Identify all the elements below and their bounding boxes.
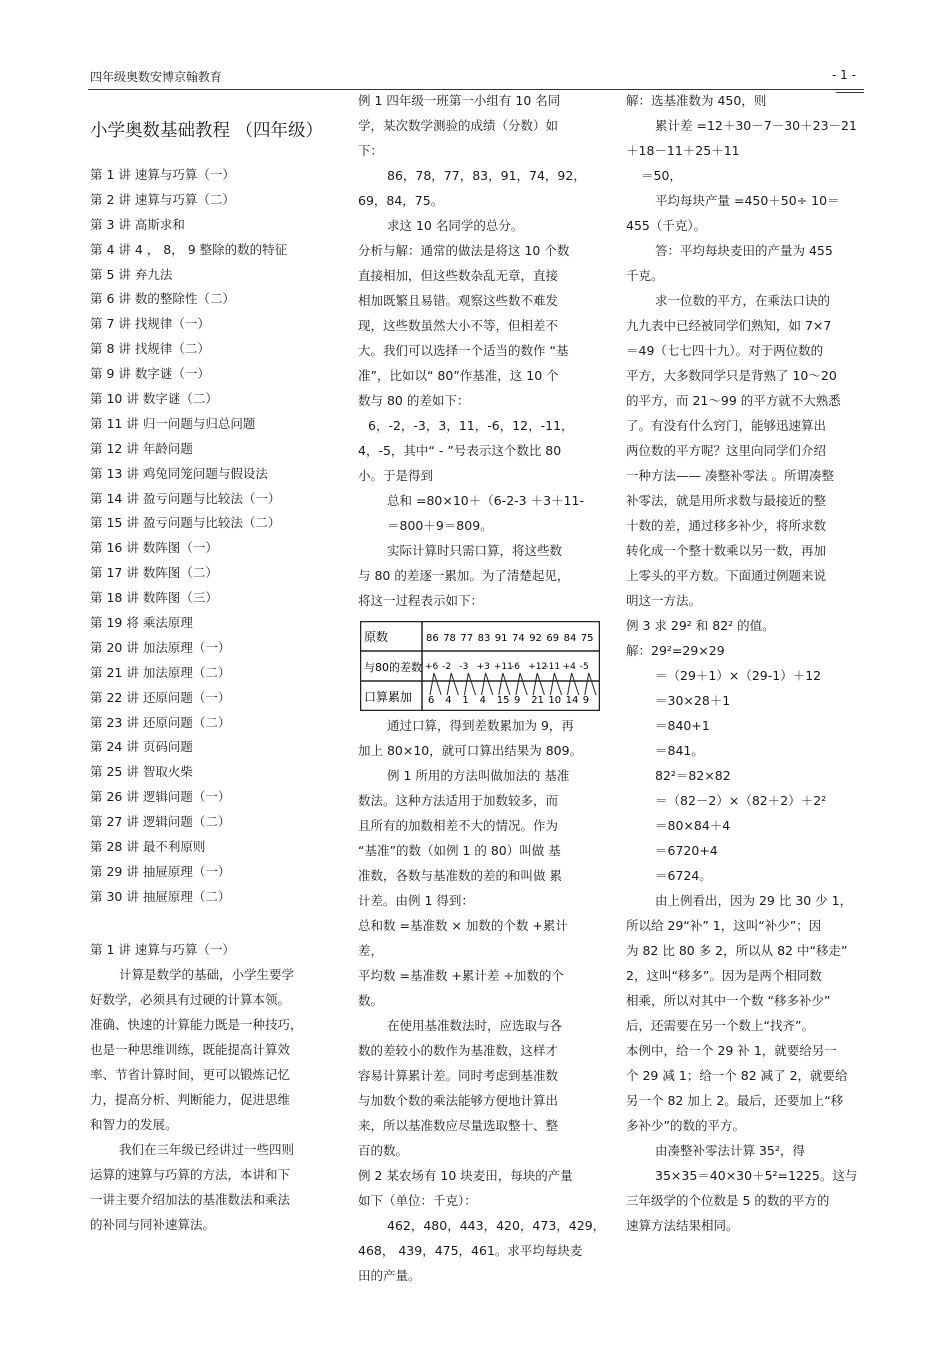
text-line: 千克。 bbox=[626, 268, 664, 283]
text-line: 另一个 82 加上 2。最后，还要加上“移 bbox=[626, 1093, 844, 1108]
toc-item: 第 29 讲 抽屉原理（一） bbox=[90, 863, 231, 879]
text-line: 与加数个数的乘法能够方便地计算出 bbox=[358, 1093, 559, 1108]
text-line: 例 1 所用的方法叫做加法的 基准 bbox=[387, 768, 570, 783]
text-line: 率、节省计算时间，更可以锻炼记忆 bbox=[90, 1067, 291, 1082]
text-line: 数的差较小的数作为基准数，这样才 bbox=[358, 1043, 559, 1058]
text-line: 累计差 =12＋30－7－30＋23－21 bbox=[655, 118, 857, 133]
row-label: 口算累加 bbox=[364, 690, 413, 704]
text-line: 实际计算时只需口算，将这些数 bbox=[387, 543, 563, 558]
text-line: 且所有的加数相差不大的情况。作为 bbox=[358, 818, 559, 833]
difference-cell: +12 bbox=[528, 662, 548, 672]
difference-cell: -6 bbox=[511, 662, 520, 672]
text-line: 我们在三年级已经讲过一些四则 bbox=[119, 1142, 295, 1157]
running-sum-cell: 6 bbox=[428, 695, 435, 706]
text-line: 由上例看出，因为 29 比 30 少 1， bbox=[655, 893, 853, 908]
text-line: 下： bbox=[358, 143, 384, 158]
difference-cell: +11 bbox=[493, 662, 513, 672]
toc-item: 第 3 讲 高斯求和 bbox=[90, 216, 185, 232]
text-line: 速算方法结果相同。 bbox=[626, 1218, 739, 1233]
text-line: 差， bbox=[358, 943, 384, 958]
text-line: 补零法，就是用所求数与最接近的整 bbox=[626, 493, 827, 508]
toc-item: 第 4 讲 4 ， 8， 9 整除的数的特征 bbox=[90, 241, 288, 257]
text-line: 为 82 比 80 多 2，所以从 82 中“移走” bbox=[626, 943, 848, 958]
running-sum-cell: 9 bbox=[582, 695, 590, 706]
text-line: ＋18－11＋25＋11 bbox=[626, 143, 740, 158]
text-line: 468， 439，475，461。求平均每块麦 bbox=[358, 1243, 583, 1258]
page-number-underline bbox=[836, 92, 864, 93]
header-rule bbox=[88, 89, 864, 90]
toc-item: 第 16 讲 数阵图（一） bbox=[90, 540, 218, 556]
difference-cell: -5 bbox=[579, 662, 589, 672]
text-line: 大。我们可以选择一个适当的数作 “基 bbox=[358, 343, 569, 358]
difference-cell: -3 bbox=[459, 662, 469, 672]
text-line: ＝30×28＋1 bbox=[655, 693, 731, 708]
original-value-cell: 84 bbox=[563, 633, 577, 644]
toc-item: 第 21 讲 加法原理（二） bbox=[90, 664, 231, 680]
text-line: 后，还需要在另一个数上“找齐”。 bbox=[626, 1018, 814, 1033]
text-line: 明这一方法。 bbox=[626, 593, 702, 608]
text-line: ＝800＋9＝809。 bbox=[387, 518, 493, 533]
original-value-cell: 77 bbox=[460, 633, 474, 644]
text-line: 82²＝82×82 bbox=[655, 768, 731, 783]
text-line: 将这一过程表示如下： bbox=[358, 593, 484, 608]
text-line: 十数的差，通过移多补少，将所求数 bbox=[626, 518, 827, 533]
text-line: 直接相加，但这些数杂乱无章，直接 bbox=[358, 268, 559, 283]
text-line: 数法。这种方法适用于加数较多，而 bbox=[358, 793, 559, 808]
text-line: 的平方，而 21～99 的平方就不大熟悉 bbox=[626, 393, 841, 408]
original-value-cell: 86 bbox=[426, 633, 439, 644]
text-line: 力，提高分析、判断能力，促进思维 bbox=[90, 1092, 291, 1107]
toc-item: 第 19 将 乘法原理 bbox=[90, 615, 193, 631]
difference-cell: -11 bbox=[545, 662, 561, 672]
text-line: 和智力的发展。 bbox=[90, 1117, 178, 1132]
text-line: 平方，大多数同学只是背熟了 10～20 bbox=[626, 368, 837, 383]
text-line: 上零头的平方数。下面通过例题来说 bbox=[626, 568, 827, 583]
toc-item: 第 28 讲 最不利原则 bbox=[90, 839, 206, 855]
mental-addition-table bbox=[360, 621, 600, 711]
text-line: ＝50， bbox=[641, 168, 682, 183]
row-label: 与80的差数 bbox=[364, 661, 422, 674]
toc-item: 第 13 讲 鸡兔同笼问题与假设法 bbox=[90, 465, 268, 481]
text-line: 的补同与同补速算法。 bbox=[90, 1217, 216, 1232]
text-line: 数与 80 的差如下： bbox=[358, 393, 470, 408]
toc-item: 第 12 讲 年龄问题 bbox=[90, 440, 193, 456]
text-line: ＝（29＋1）×（29-1）＋12 bbox=[655, 668, 822, 683]
toc-item: 第 18 讲 数阵图（三） bbox=[90, 590, 218, 606]
running-sum-cell: 21 bbox=[531, 695, 544, 706]
text-line: 解：29²=29×29 bbox=[626, 643, 725, 658]
running-sum-cell: 15 bbox=[496, 695, 510, 706]
text-line: 一种方法—— 凑整补零法 。所谓凑整 bbox=[626, 468, 834, 483]
text-line: ＝840+1 bbox=[655, 718, 710, 733]
text-line: 相加既繁且易错。观察这些数不难发 bbox=[358, 293, 559, 308]
text-line: 总和数 =基准数 × 加数的个数 +累计 bbox=[358, 918, 568, 933]
text-line: 由凑整补零法计算 35²，得 bbox=[655, 1143, 805, 1158]
text-line: ＝6720+4 bbox=[655, 843, 718, 858]
text-line: 与 80 的差逐一累加。为了清楚起见， bbox=[358, 568, 570, 583]
page-number: - 1 - bbox=[832, 68, 856, 82]
text-line: 来，所以基准数应尽量选取整十、整 bbox=[358, 1118, 559, 1133]
text-line: “基准”的数（如例 1 的 80）叫做 基 bbox=[358, 843, 561, 858]
difference-cell: +4 bbox=[562, 662, 576, 672]
text-line: 加上 80×10，就可口算出结果为 809。 bbox=[358, 743, 583, 758]
text-line: 4，-5，其中“ - ”号表示这个数比 80 bbox=[358, 443, 562, 458]
text-line: ＝841。 bbox=[655, 743, 704, 758]
toc-item: 第 14 讲 盈亏问题与比较法（一） bbox=[90, 490, 281, 506]
table-of-contents bbox=[90, 167, 287, 914]
text-line: 运算的速算与巧算的方法，本讲和下 bbox=[90, 1167, 291, 1182]
text-line: 平均数 =基准数 +累计差 ÷加数的个 bbox=[358, 968, 564, 983]
text-line: ＝6724。 bbox=[655, 868, 712, 883]
toc-item: 第 23 讲 还原问题（二） bbox=[90, 714, 231, 730]
text-line: 35×35＝40×30＋5²=1225。这与 bbox=[655, 1168, 858, 1183]
text-line: 通过口算，得到差数累加为 9，再 bbox=[387, 718, 574, 733]
text-line: 455（千克）。 bbox=[626, 218, 707, 233]
original-value-cell: 83 bbox=[477, 633, 491, 644]
toc-item: 第 17 讲 数阵图（二） bbox=[90, 565, 218, 581]
text-line: 如下（单位：千克）： bbox=[358, 1193, 477, 1208]
toc-item: 第 20 讲 加法原理（一） bbox=[90, 639, 231, 655]
toc-item: 第 1 讲 速算与巧算（一） bbox=[90, 167, 235, 182]
text-line: 多补少”的数的平方。 bbox=[626, 1118, 745, 1133]
text-line: 例 1 四年级一班第一小组有 10 名同 bbox=[358, 93, 561, 108]
text-line: 准确、快速的计算能力既是一种技巧， bbox=[90, 1017, 303, 1032]
original-value-cell: 78 bbox=[443, 633, 456, 644]
text-line: 2，这叫“移多”。因为是两个相同数 bbox=[626, 968, 822, 983]
row-label: 原数 bbox=[364, 630, 389, 644]
text-line: 也是一种思维训练，既能提高计算效 bbox=[90, 1042, 291, 1057]
text-line: ＝80×84＋4 bbox=[655, 818, 731, 833]
original-value-cell: 74 bbox=[512, 633, 525, 644]
running-sum-cell: 9 bbox=[514, 695, 521, 706]
page-header-text: 四年级奥数安博京翰教育 bbox=[90, 70, 223, 84]
document-title: 小学奥数基础教程 （四年级） bbox=[90, 121, 324, 141]
running-sum-cell: 10 bbox=[548, 695, 562, 706]
text-line: 田的产量。 bbox=[358, 1268, 421, 1283]
toc-item: 第 5 讲 弃九法 bbox=[90, 266, 173, 282]
toc-item: 第 8 讲 找规律（二） bbox=[90, 341, 210, 357]
text-line: ＝（82－2）×（82＋2）＋2² bbox=[655, 793, 827, 808]
text-line: 69，84，75。 bbox=[358, 193, 444, 208]
toc-item: 第 7 讲 找规律（一） bbox=[90, 316, 210, 332]
original-value-cell: 69 bbox=[546, 633, 560, 644]
text-line: 462，480，443，420，473，429， bbox=[387, 1218, 606, 1233]
text-line: 例 3 求 29² 和 82² 的值。 bbox=[626, 618, 775, 633]
text-line: ＝49（七七四十九）。对于两位数的 bbox=[626, 343, 824, 358]
running-sum-cell: 1 bbox=[462, 695, 469, 706]
toc-item: 第 15 讲 盈亏问题与比较法（二） bbox=[90, 515, 281, 531]
difference-cell: +6 bbox=[425, 662, 439, 672]
text-line: 容易计算累计差。同时考虑到基准数 bbox=[358, 1068, 559, 1083]
text-line: 求一位数的平方，在乘法口诀的 bbox=[655, 293, 831, 308]
text-line: 一讲主要介绍加法的基准数法和乘法 bbox=[90, 1192, 291, 1207]
text-line: 百的数。 bbox=[358, 1143, 409, 1158]
toc-item: 第 9 讲 数字谜（一） bbox=[90, 366, 210, 382]
text-line: 分析与解：通常的做法是将这 10 个数 bbox=[358, 243, 570, 258]
difference-cell: -2 bbox=[442, 662, 452, 672]
text-line: 转化成一个整十数乘以另一数，再加 bbox=[626, 543, 827, 558]
toc-item: 第 6 讲 数的整除性（二） bbox=[90, 291, 235, 307]
section-heading: 第 1 讲 速算与巧算（一） bbox=[90, 942, 235, 957]
text-line: 两位数的平方呢？这里向同学们介绍 bbox=[626, 443, 827, 458]
text-line: 在使用基准数法时，应选取与各 bbox=[387, 1018, 563, 1033]
text-line: 求这 10 名同学的总分。 bbox=[387, 218, 524, 233]
toc-item: 第 11 讲 归一问题与归总问题 bbox=[90, 415, 256, 431]
text-line: 答：平均每块麦田的产量为 455 bbox=[655, 243, 833, 258]
text-line: 总和 =80×10＋（6-2-3 ＋3＋11- bbox=[387, 493, 584, 508]
toc-item: 第 27 讲 逻辑问题（二） bbox=[90, 814, 231, 830]
original-value-cell: 75 bbox=[580, 633, 594, 644]
text-line: 相乘，所以对其中一个数 “移多补少” bbox=[626, 993, 831, 1008]
text-line: 好数学，必须具有过硬的计算本领。 bbox=[90, 992, 291, 1007]
text-line: 学，某次数学测验的成绩（分数）如 bbox=[358, 118, 559, 133]
toc-item: 第 24 讲 页码问题 bbox=[90, 739, 193, 755]
text-line: 计算是数学的基础，小学生要学 bbox=[119, 967, 295, 982]
difference-cell: +3 bbox=[476, 662, 490, 672]
text-line: 本例中，给一个 29 补 1，就要给另一 bbox=[626, 1043, 837, 1058]
toc-item: 第 25 讲 智取火柴 bbox=[90, 764, 193, 780]
original-value-cell: 92 bbox=[529, 633, 542, 644]
toc-item: 第 2 讲 速算与巧算（二） bbox=[90, 191, 235, 207]
text-line: 例 2 某农场有 10 块麦田，每块的产量 bbox=[358, 1168, 573, 1183]
text-line: 现，这些数虽然大小不等，但相差不 bbox=[358, 318, 559, 333]
text-line: 所以给 29“补” 1，这叫“补少”；因 bbox=[626, 918, 822, 933]
text-line: 准”，比如以“ 80”作基准，这 10 个 bbox=[358, 368, 559, 383]
running-sum-cell: 4 bbox=[445, 695, 452, 706]
running-sum-cell: 4 bbox=[479, 695, 486, 706]
toc-item: 第 22 讲 还原问题（一） bbox=[90, 689, 231, 705]
text-line: 准数，各数与基准数的差的和叫做 累 bbox=[358, 868, 562, 883]
toc-item: 第 30 讲 抽屉原理（二） bbox=[90, 888, 231, 904]
text-line: 小。于是得到 bbox=[358, 468, 434, 483]
text-line: 86，78，77，83，91，74，92， bbox=[387, 168, 586, 183]
text-line: 6，-2，-3，3，11，-6，12，-11， bbox=[368, 418, 574, 433]
text-line: 九九表中已经被同学们熟知，如 7×7 bbox=[626, 318, 832, 333]
original-value-cell: 91 bbox=[494, 633, 508, 644]
text-line: 个 29 减 1；给一个 82 减了 2，就要给 bbox=[626, 1068, 848, 1083]
text-line: 平均每块产量 =450＋50÷ 10＝ bbox=[655, 193, 840, 208]
toc-item: 第 26 讲 逻辑问题（一） bbox=[90, 789, 231, 805]
text-line: 了。有没有什么窍门，能够迅速算出 bbox=[626, 418, 827, 433]
toc-item: 第 10 讲 数字谜（二） bbox=[90, 391, 218, 407]
text-line: 计差。由例 1 得到： bbox=[358, 893, 474, 908]
text-line: 解：选基准数为 450，则 bbox=[626, 93, 767, 108]
text-line: 数。 bbox=[358, 993, 384, 1008]
running-sum-cell: 14 bbox=[565, 695, 579, 706]
text-line: 三年级学的个位数是 5 的数的平方的 bbox=[626, 1193, 830, 1208]
